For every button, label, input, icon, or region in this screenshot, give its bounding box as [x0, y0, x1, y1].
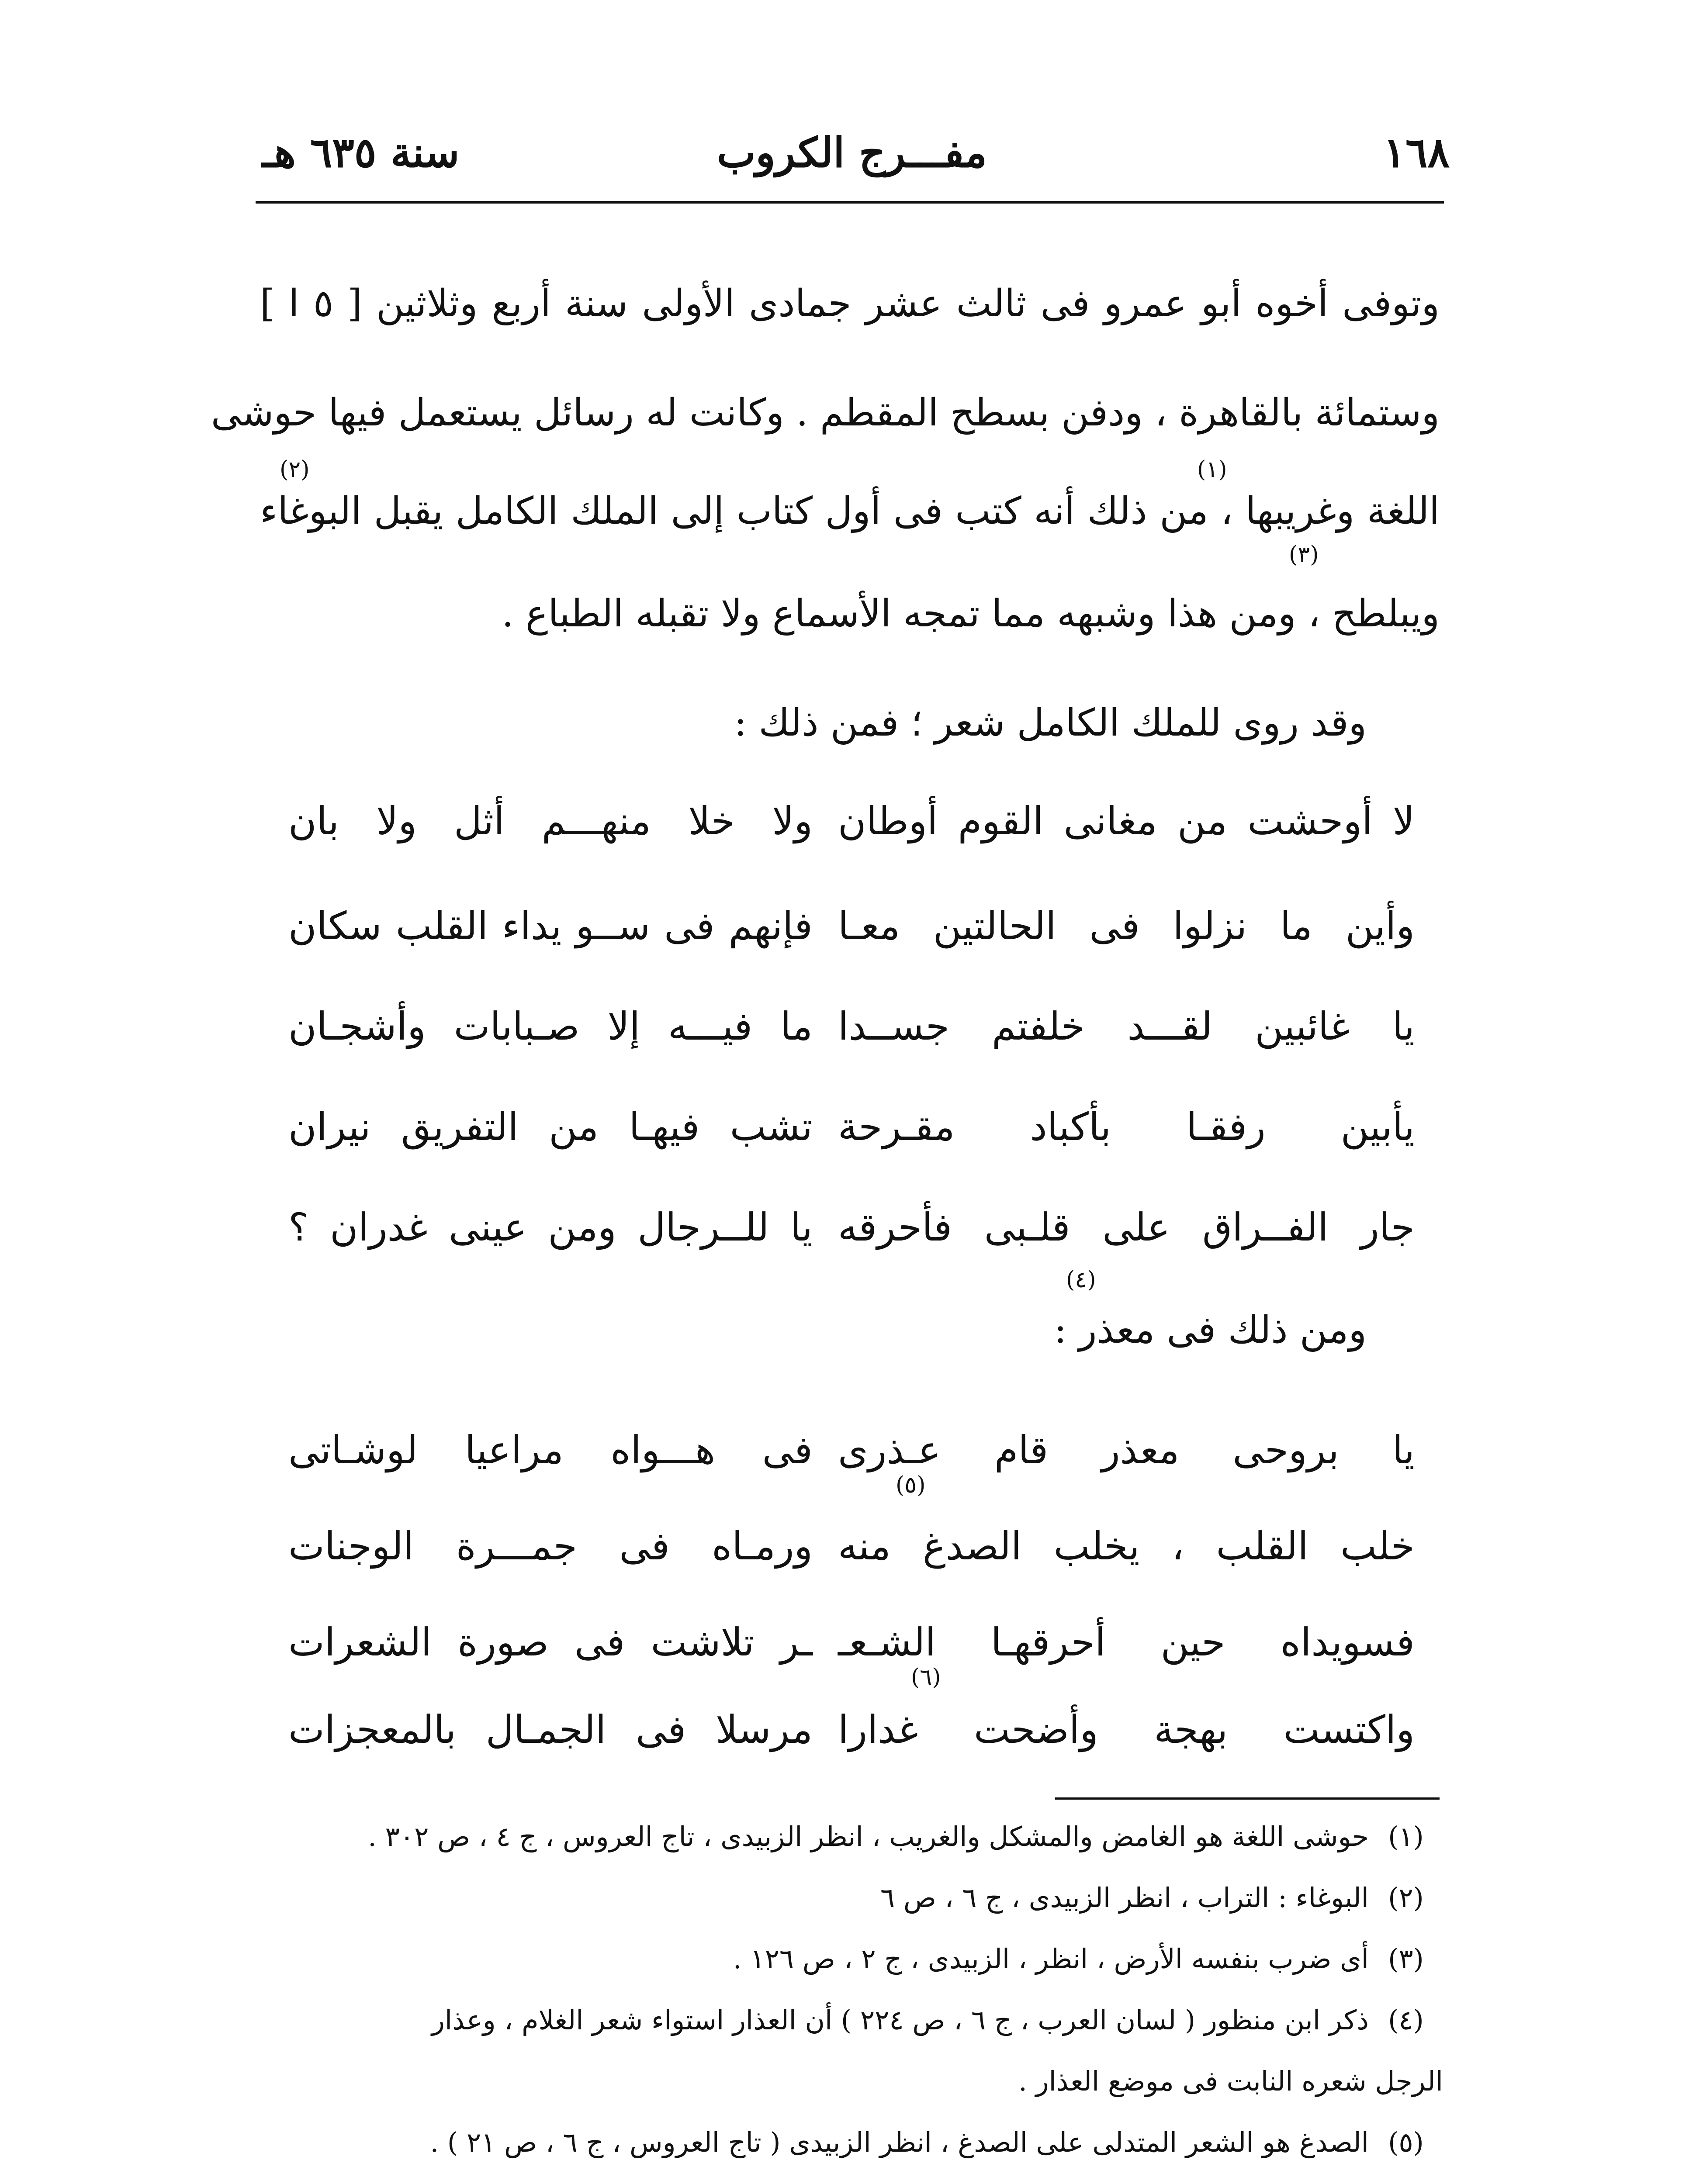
footnote-number: (٤) [1388, 2004, 1424, 2036]
footnote-text: حوشى اللغة هو الغامض والمشكل والغريب ، انظر الزبيدى ، تاج العروس ، ج ٤ ، ص ٣٠٢ . [368, 1821, 1369, 1852]
footnote-number: (٣) [1388, 1943, 1424, 1975]
note-mark: (٣) [1289, 542, 1319, 568]
footnote [263, 1874, 1443, 1922]
footnote-continuation: الرجل شعره النابت فى موضع العذار . [1018, 2065, 1443, 2097]
verse-first-hemistich: لا أوحشت من مغانى القوم أوطان [838, 798, 1415, 843]
running-year: سنة ٦٣٥ هـ [262, 129, 460, 177]
verse-second-hemistich: ما فيـــه إلا صـبابات وأشجـان [288, 1004, 813, 1049]
poem-intro: ومن ذلك فى معذر : [1054, 1308, 1367, 1352]
verse-second-hemistich: تشب فيهـا من التفريق نيران [288, 1104, 813, 1149]
footnote-number: (٥) [1388, 2126, 1424, 2158]
verse-second-hemistich: ورمـاه فى جمـــرة الوجنات [288, 1524, 813, 1569]
footnote-text: الصدغ هو الشعر المتدلى على الصدغ ، انظر الزبيدى ( تاج العروس ، ج ٦ ، ص ٢١ ) . [430, 2126, 1369, 2158]
running-title: مفـــرج الكروب [717, 129, 987, 177]
verse-first-hemistich: جار الفــراق على قلـبى فأحرقه [838, 1205, 1415, 1250]
verse-first-hemistich: خلب القلب ، يخلب الصدغ منه [838, 1524, 1415, 1569]
verse-first-hemistich: واكتست بهجة وأضحت غدارا [838, 1707, 1415, 1752]
note-mark: (٥) [896, 1472, 926, 1498]
footnote [263, 1996, 1443, 2044]
paragraph-line: وستمائة بالقاهرة ، ودفن بسطح المقطم . وكانت له رسائل يستعمل فيها حوشى [211, 391, 1440, 435]
poem-intro: وقد روى للملك الكامل شعر ؛ فمن ذلك : [734, 701, 1367, 745]
footnote [263, 1935, 1443, 1983]
verse-first-hemistich: يا بروحى معذر قام عـذرى [838, 1427, 1415, 1472]
footnote-text: ذكر ابن منظور ( لسان العرب ، ج ٦ ، ص ٢٢٤ ) أن العذار استواء شعر الغلام ، وعذار [432, 2004, 1369, 2036]
note-mark: (٢) [280, 456, 310, 483]
footnote-rule [1055, 1797, 1440, 1800]
footnote-text: أى ضرب بنفسه الأرض ، انظر ، الزبيدى ، ج ٢ ، ص ١٢٦ . [733, 1943, 1369, 1975]
footnote [263, 1813, 1443, 1861]
verse-first-hemistich: يا غائبين لقـــد خلفتم جســدا [838, 1004, 1415, 1049]
note-mark: (١) [1197, 456, 1227, 483]
page-number: ١٦٨ [1383, 129, 1450, 177]
note-mark: (٤) [1066, 1267, 1096, 1293]
footnote [263, 2180, 1443, 2184]
footnote-number: (١) [1388, 1821, 1424, 1852]
footnote-text: البوغاء : التراب ، انظر الزبيدى ، ج ٦ ، ص ٦ [880, 1882, 1369, 1914]
paragraph-line: اللغة وغريبها ، من ذلك أنه كتب فى أول كتاب إلى الملك الكامل يقبل البوغاء [260, 489, 1440, 533]
header-rule [256, 201, 1444, 204]
verse-first-hemistich: وأين ما نزلوا فى الحالتين معـا [838, 903, 1415, 948]
verse-second-hemistich: فى هـــواه مراعيا لوشـاتى [288, 1427, 813, 1472]
footnote [263, 2118, 1443, 2167]
footnote-number: (٢) [1388, 1882, 1424, 1914]
paragraph-line: ويبلطح ، ومن هذا وشبهه مما تمجه الأسماع ولا تقبله الطباع . [502, 592, 1440, 636]
verse-second-hemistich: مرسلا فى الجمـال بالمعجزات [288, 1707, 813, 1752]
verse-first-hemistich: يأبين رفقـا بأكباد مقـرحة [838, 1104, 1415, 1149]
verse-second-hemistich: ولا خلا منهـــم أثل ولا بان [288, 798, 813, 843]
note-mark: (٦) [911, 1664, 941, 1690]
verse-second-hemistich: ـر تلاشت فى صورة الشعرات [288, 1620, 813, 1665]
verse-second-hemistich: فإنهم فى ســو يداء القلب سكان [288, 903, 813, 948]
footnote-number [1369, 2180, 1443, 2184]
verse-second-hemistich: يا للــرجال ومن عينى غدران ؟ [288, 1205, 813, 1250]
verse-first-hemistich: فسويداه حين أحرقهـا الشـعـ [838, 1620, 1415, 1665]
paragraph-line: وتوفى أخوه أبو عمرو فى ثالث عشر جمادى الأولى سنة أربع وثلاثين [ ٥ ا ] [260, 282, 1440, 325]
